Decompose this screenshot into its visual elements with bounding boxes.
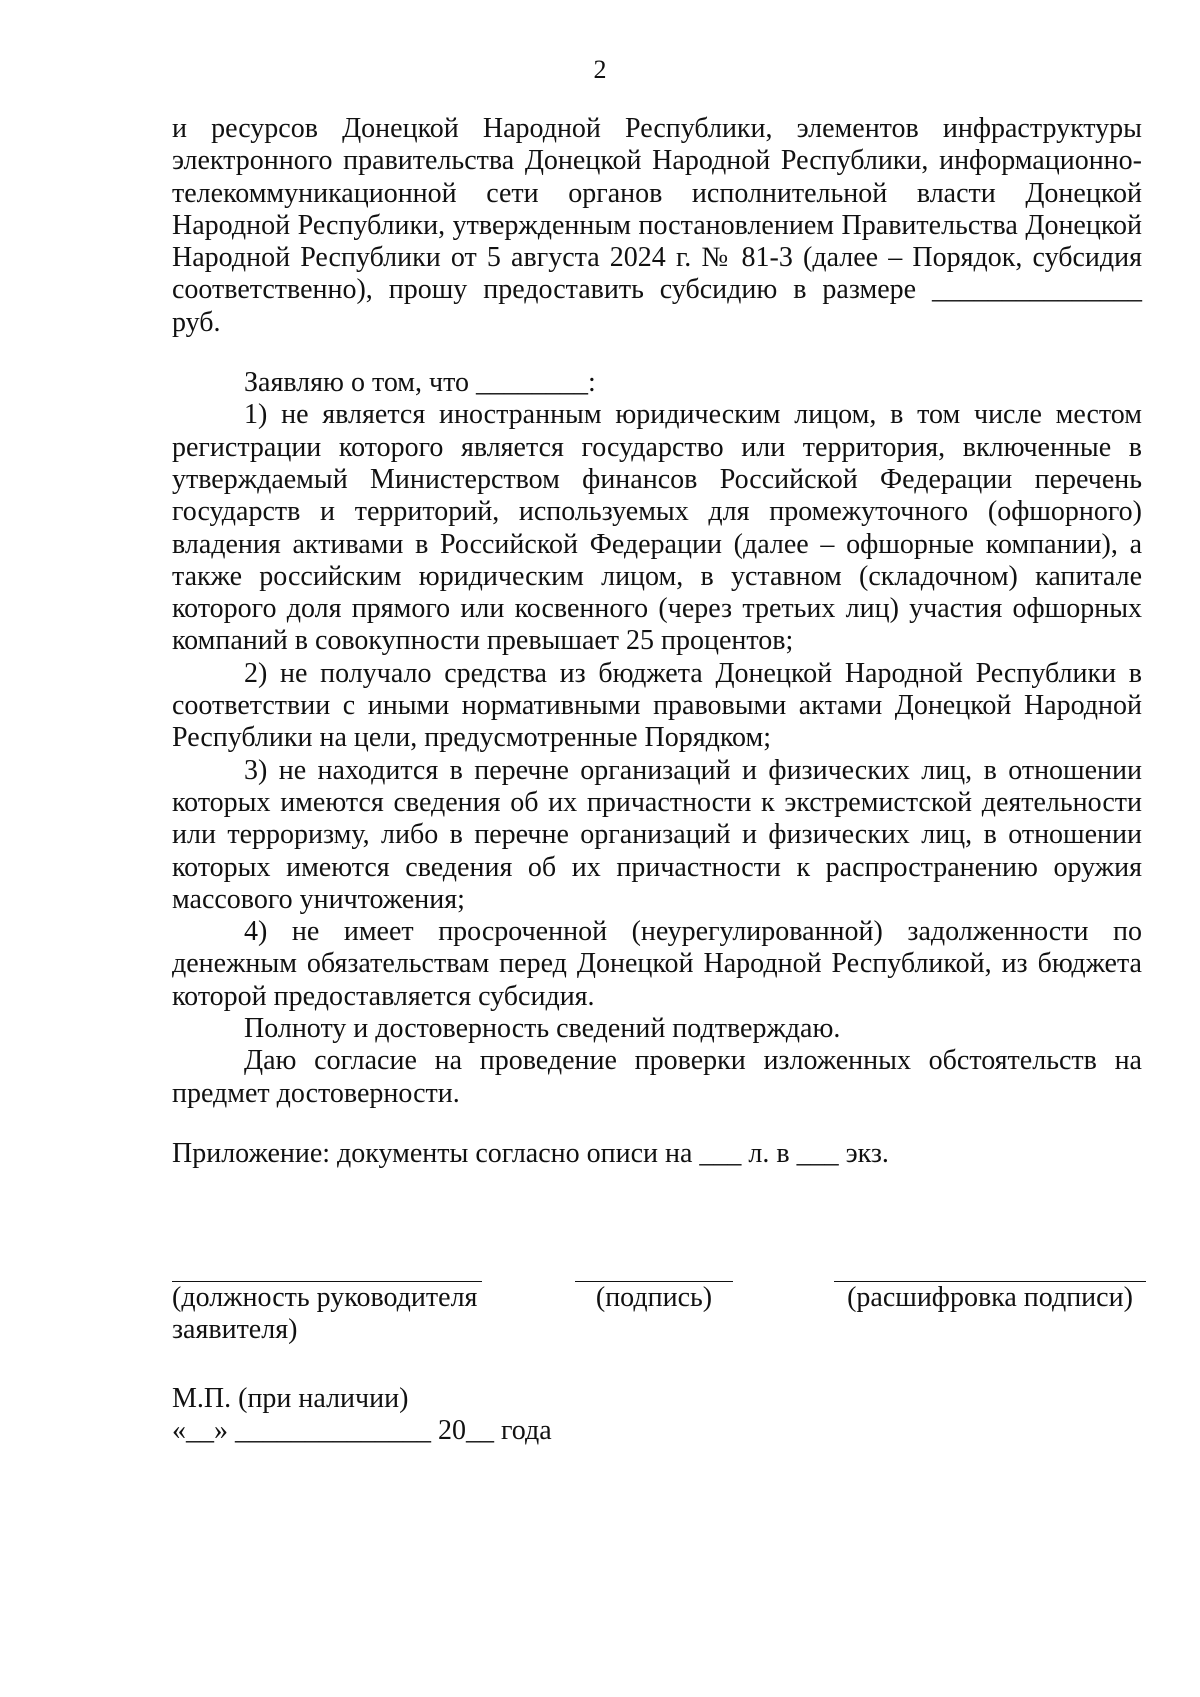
date-line: «__» ______________ 20__ года xyxy=(172,1415,552,1446)
declaration-item-2: 2) не получало средства из бюджета Донецкой Народной Республики в соответствии с иными нормативными правовыми актами Донецкой Народной Республики на цели, предусмотренные Порядком; xyxy=(172,657,1142,754)
signature-column xyxy=(575,1253,733,1314)
decoding-column xyxy=(834,1253,1146,1314)
position-signature-line xyxy=(172,1253,482,1282)
stamp-date-block xyxy=(172,1383,1072,1447)
declaration-item-4: 4) не имеет просроченной (неурегулированной) задолженности по денежным обязательствам перед Донецкой Народной Республикой, из бюджета которой предоставляется субсидия. xyxy=(172,916,1142,1012)
page-number: 2 xyxy=(593,55,607,84)
position-column xyxy=(172,1253,482,1346)
decoding-signature-line xyxy=(834,1253,1146,1282)
document-body xyxy=(172,113,1142,1170)
decoding-caption: (расшифровка подписи) xyxy=(847,1282,1133,1313)
signature-line xyxy=(575,1253,733,1282)
declaration-item-3: 3) не находится в перечне организаций и физических лиц, в отношении которых имеются сведения об их причастности к экстремистской деятельности или терроризму, либо в перечне организаций и физических лиц, в отношении которых имеются сведения об их причастности к распространению оружия массового уничтожения; xyxy=(172,754,1142,915)
confirmation-statement: Полноту и достоверность сведений подтверждаю. xyxy=(244,1013,841,1045)
position-caption: (должность руководителя заявителя) xyxy=(172,1282,478,1345)
attachment-line: Приложение: документы согласно описи на ___ л. в ___ экз. xyxy=(172,1137,889,1169)
intro-paragraph: и ресурсов Донецкой Народной Республики, элементов инфраструктуры электронного правительства Донецкой Народной Республики, информационно-телекоммуникационной сети органов исполнительной власти Донецкой Народной Республики, утвержденным постановлением Правительства Донецкой Народной Республики от 5 августа 2024 г. № 81-3 (далее – Порядок, субсидия соответственно), прошу предоставить субсидию в размере _______________ руб. xyxy=(172,113,1142,338)
signature-caption: (подпись) xyxy=(595,1282,713,1313)
consent-statement: Даю согласие на проведение проверки изложенных обстоятельств на предмет достоверности. xyxy=(172,1045,1142,1109)
declaration-intro: Заявляю о том, что ________: xyxy=(244,367,596,399)
stamp-line: М.П. (при наличии) xyxy=(172,1383,409,1414)
declaration-item-1: 1) не является иностранным юридическим лицом, в том числе местом регистрации которого является государство или территория, включенные в утверждаемый Министерством финансов Российской Федерации перечень государств и территорий, используемых для промежуточного (офшорного) владения активами в Российской Федерации (далее – офшорные компании), а также российским юридическим лицом, в уставном (складочном) капитале которого доля прямого или косвенного (через третьих лиц) участия офшорных компаний в совокупности превышает 25 процентов; xyxy=(172,399,1142,657)
